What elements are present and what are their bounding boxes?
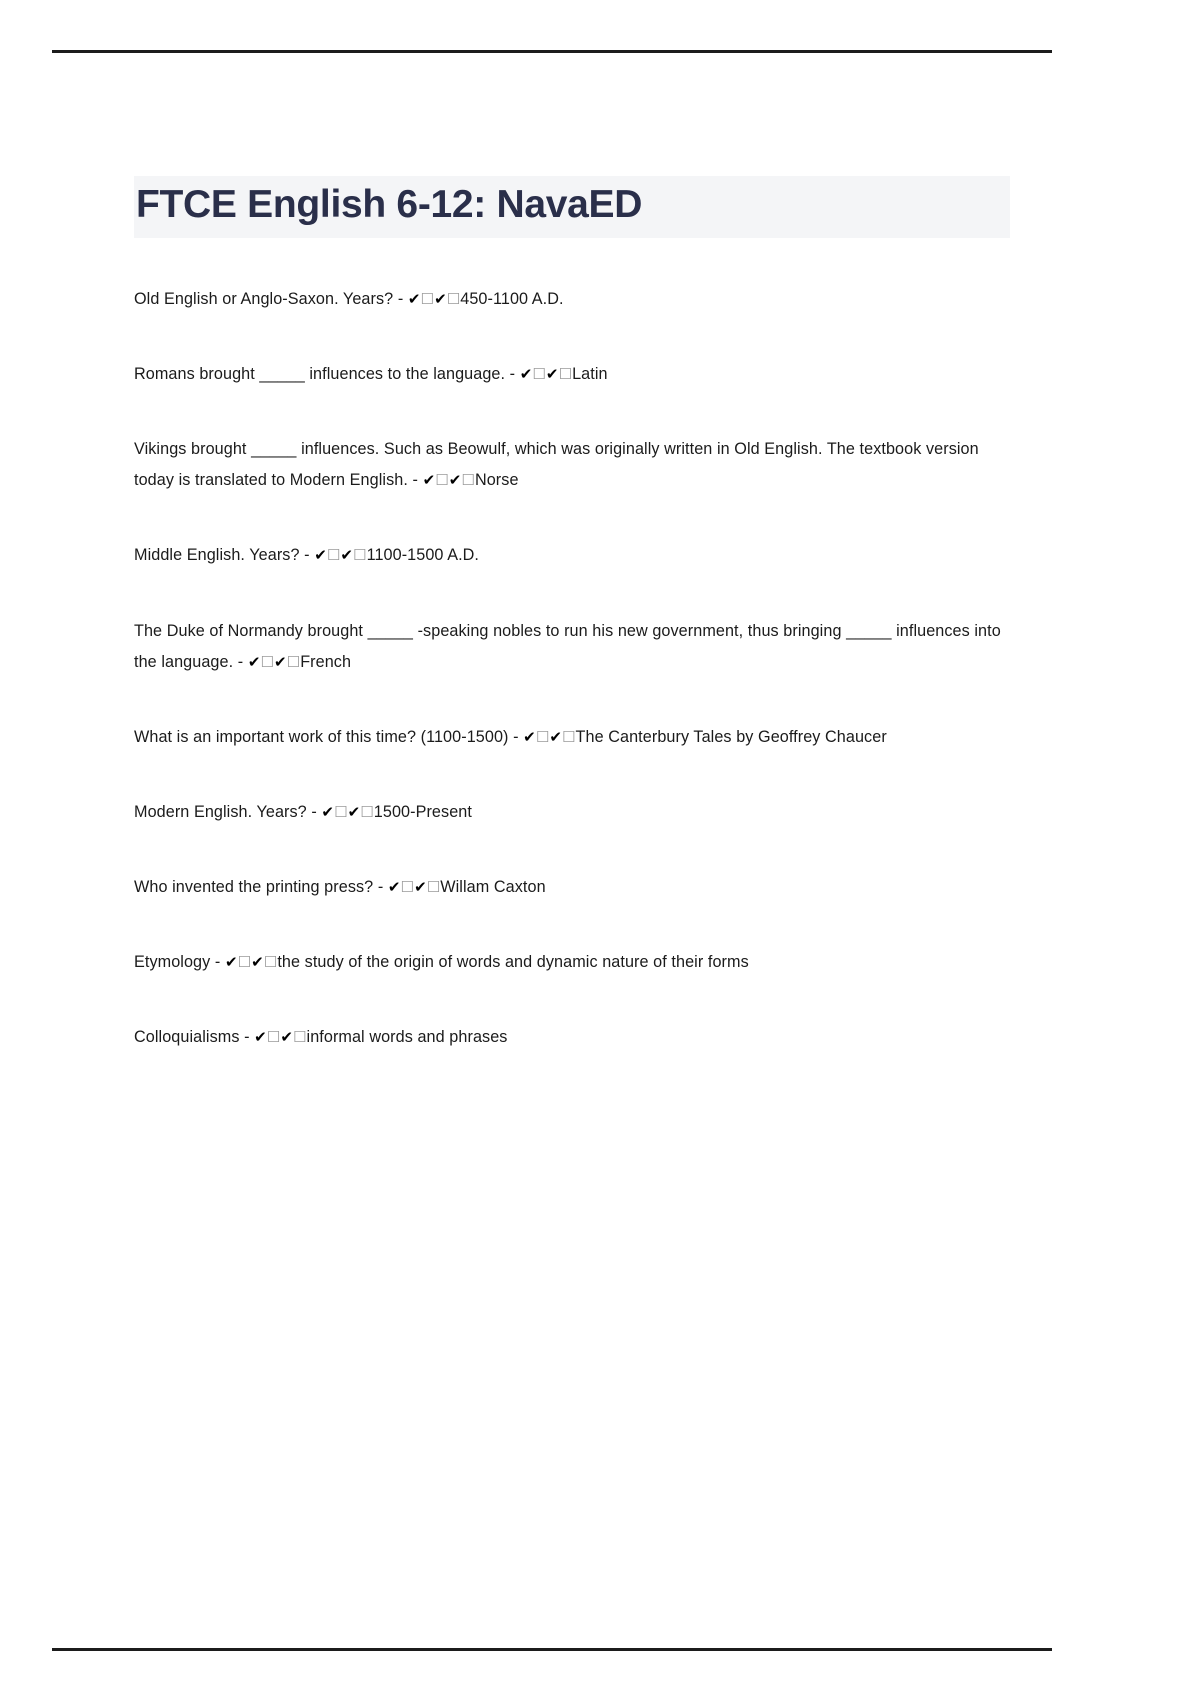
check-icon: ✔ <box>434 290 447 309</box>
qa-item <box>134 872 1006 903</box>
check-icon: ✔ <box>545 365 559 384</box>
qa-dash-separator: - <box>373 878 388 896</box>
qa-answer: 1100-1500 A.D. <box>366 546 480 565</box>
empty-box-icon: ☐ <box>558 365 573 384</box>
qa-answer: informal words and phrases <box>306 1028 508 1047</box>
qa-prompt: Old English or Anglo-Saxon. Years? <box>134 290 394 309</box>
empty-box-icon: ☐ <box>263 953 278 972</box>
empty-box-icon: ☐ <box>326 546 341 565</box>
qa-answer: Latin <box>572 365 608 384</box>
qa-answer: The Canterbury Tales by Geoffrey Chaucer <box>575 727 887 746</box>
page-title: FTCE English 6-12: NavaED <box>136 183 643 226</box>
qa-answer: French <box>300 652 352 671</box>
check-icon: ✔ <box>448 471 462 490</box>
qa-dash-separator: - <box>210 953 225 972</box>
footer-rule <box>52 1648 1052 1651</box>
check-icon: ✔ <box>414 878 427 896</box>
empty-box-icon: ☐ <box>292 1028 307 1047</box>
qa-item <box>134 1022 1006 1053</box>
empty-box-icon: ☐ <box>360 802 374 821</box>
check-icon: ✔ <box>314 546 327 565</box>
check-icon: ✔ <box>274 652 287 671</box>
qa-item <box>134 947 1006 978</box>
qa-list <box>134 284 1010 1053</box>
check-icon: ✔ <box>519 365 533 384</box>
empty-box-icon: ☐ <box>461 471 475 490</box>
qa-prompt: Who invented the printing press? <box>134 878 374 896</box>
document-content <box>134 176 1010 1053</box>
check-icon: ✔ <box>347 802 361 821</box>
qa-dash-separator: - <box>233 652 248 671</box>
qa-prompt: Vikings brought _____ influences. Such as Beowulf, which was originally written in Old English. The textbook version today is translated to Modern English. <box>134 440 979 490</box>
document-title-band <box>134 176 1010 238</box>
qa-item <box>134 722 1006 753</box>
empty-box-icon: ☐ <box>535 727 550 746</box>
qa-answer: Willam Caxton <box>440 878 546 896</box>
qa-dash-separator: - <box>508 727 524 746</box>
check-icon: ✔ <box>422 471 436 490</box>
empty-box-icon: ☐ <box>446 290 461 309</box>
empty-box-icon: ☐ <box>260 652 274 671</box>
qa-prompt: Middle English. Years? <box>134 546 300 565</box>
qa-dash-separator: - <box>393 290 408 309</box>
empty-box-icon: ☐ <box>266 1028 281 1047</box>
qa-answer: the study of the origin of words and dynamic nature of their forms <box>277 953 749 972</box>
qa-item <box>134 284 1006 315</box>
empty-box-icon: ☐ <box>353 546 367 565</box>
empty-box-icon: ☐ <box>286 652 301 671</box>
check-icon: ✔ <box>224 953 238 972</box>
qa-prompt: Romans brought _____ influences to the language. <box>134 365 506 384</box>
qa-dash-separator: - <box>407 471 423 490</box>
empty-box-icon: ☐ <box>334 802 348 821</box>
qa-item <box>134 540 1006 571</box>
qa-dash-separator: - <box>505 365 520 384</box>
check-icon: ✔ <box>549 727 562 746</box>
empty-box-icon: ☐ <box>562 727 576 746</box>
qa-item <box>134 359 1006 390</box>
qa-dash-separator: - <box>299 546 315 565</box>
check-icon: ✔ <box>280 1028 293 1047</box>
empty-box-icon: ☐ <box>532 365 546 384</box>
empty-box-icon: ☐ <box>420 290 435 309</box>
empty-box-icon: ☐ <box>400 878 415 896</box>
qa-prompt: Etymology <box>134 953 211 972</box>
qa-dash-separator: - <box>239 1028 255 1047</box>
empty-box-icon: ☐ <box>435 471 449 490</box>
check-icon: ✔ <box>247 652 261 671</box>
qa-answer: 450-1100 A.D. <box>460 290 564 309</box>
empty-box-icon: ☐ <box>237 953 252 972</box>
check-icon: ✔ <box>407 290 421 309</box>
qa-prompt: Colloquialisms <box>134 1028 240 1047</box>
qa-item <box>134 797 1006 828</box>
check-icon: ✔ <box>251 953 264 972</box>
qa-item <box>134 434 1006 496</box>
check-icon: ✔ <box>340 546 354 565</box>
check-icon: ✔ <box>254 1028 267 1047</box>
check-icon: ✔ <box>387 878 401 896</box>
qa-dash-separator: - <box>306 802 322 821</box>
empty-box-icon: ☐ <box>426 878 441 896</box>
qa-prompt: Modern English. Years? <box>134 802 307 821</box>
header-rule <box>52 50 1052 53</box>
qa-answer: Norse <box>474 471 519 490</box>
qa-prompt: What is an important work of this time? (1100-1500) <box>134 727 509 746</box>
check-icon: ✔ <box>321 802 335 821</box>
qa-prompt: The Duke of Normandy brought _____ -speaking nobles to run his new government, thus bringing _____ influences into the language. <box>134 621 1001 671</box>
qa-answer: 1500-Present <box>373 802 472 821</box>
qa-item <box>134 616 1006 678</box>
check-icon: ✔ <box>523 727 536 746</box>
